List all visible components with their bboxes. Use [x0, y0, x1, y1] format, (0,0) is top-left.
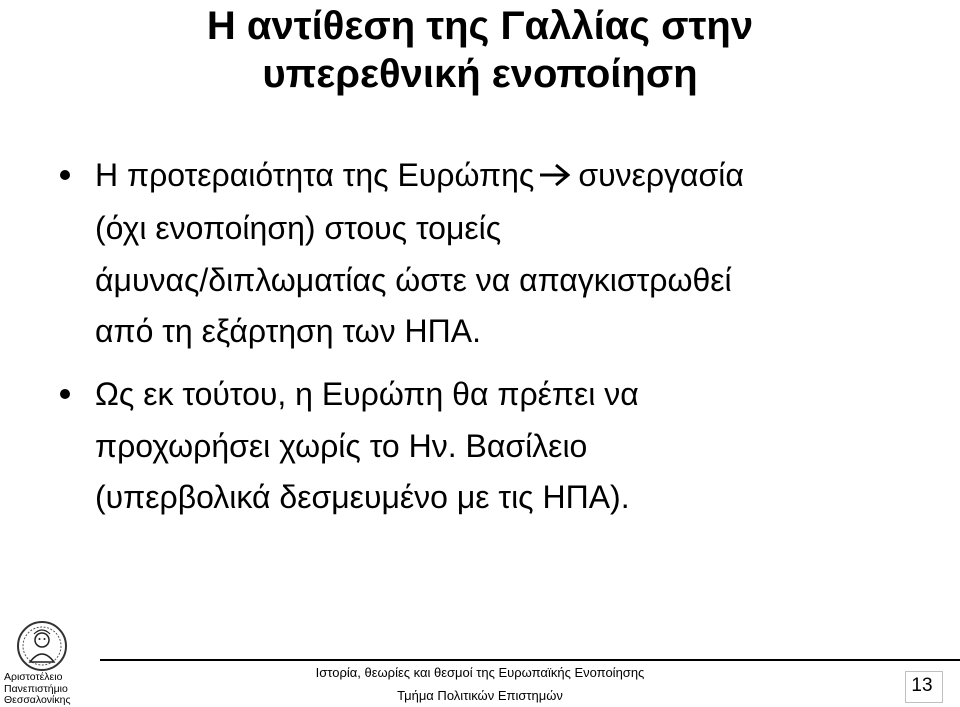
page-number: 13 [911, 675, 933, 696]
footer-divider [100, 659, 960, 661]
bullet-2-line-2: προχωρήσει χωρίς το Ην. Βασίλειο [95, 428, 588, 464]
university-name-line-2: Πανεπιστήμιο [4, 682, 68, 695]
footer-department: Τμήμα Πολιτικών Επιστημών [397, 688, 563, 703]
bullet-1-line-4: από τη εξάρτηση των ΗΠΑ. [95, 313, 481, 349]
bullet-1-line-1 [95, 157, 744, 193]
bullet-marker-2 [60, 389, 70, 399]
university-name-line-3: Θεσσαλονίκης [4, 694, 71, 706]
bullet-2-line-1: Ως εκ τούτου, η Ευρώπη θα πρέπει να [95, 376, 639, 412]
slide-title [110, 2, 850, 98]
right-arrow-icon [538, 161, 572, 189]
university-name-line-1: Αριστοτέλειο [4, 671, 63, 683]
bullet-1-line-3: άμυνας/διπλωματίας ώστε να απαγκιστρωθεί [95, 262, 732, 298]
university-seal-icon [12, 620, 72, 672]
footer-course-title: Ιστορία, θεωρίες και θεσμοί της Ευρωπαϊκής Ενοποίησης [315, 665, 645, 680]
university-name [4, 672, 71, 707]
bullet-2-line-3: (υπερβολικά δεσμευμένο με τις ΗΠΑ). [95, 479, 630, 515]
bullet-marker-1 [60, 170, 70, 180]
bullet-1-line-1-after: συνεργασία [578, 157, 744, 193]
bullet-1-line-2: (όχι ενοποίηση) στους τομείς [95, 210, 502, 246]
slide-title-line-2: υπερεθνική ενοποίηση [262, 52, 698, 96]
slide-title-line-1: Η αντίθεση της Γαλλίας στην [206, 4, 754, 48]
bullet-1-line-1-text: Η προτεραιότητα της Ευρώπης [95, 157, 535, 193]
